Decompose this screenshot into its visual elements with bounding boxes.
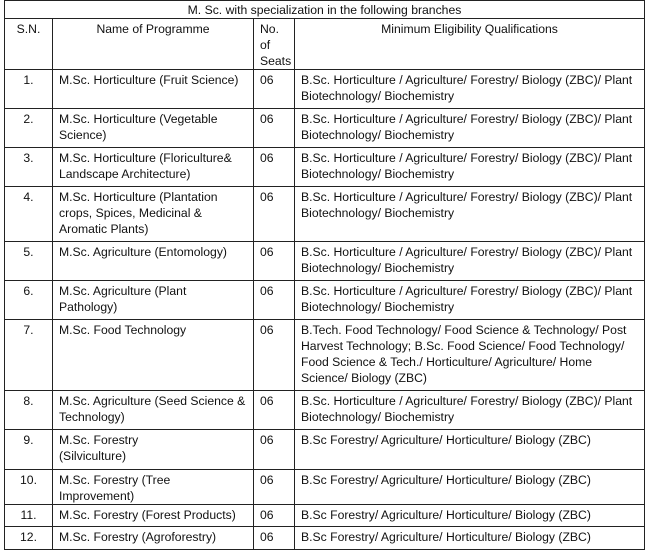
row-sn: 8. — [5, 391, 53, 430]
table-row — [5, 109, 645, 148]
table-row — [5, 505, 645, 527]
header-sn: S.N. — [5, 19, 53, 70]
table-header-row — [5, 19, 645, 70]
row-programme-name: M.Sc. Horticulture (Vegetable Science) — [53, 109, 254, 148]
row-seats: 06 — [254, 527, 295, 550]
row-eligibility: B.Sc. Horticulture / Agriculture/ Forestry/ Biology (ZBC)/ Plant Biotechnology/ Biochemistry — [295, 242, 645, 281]
header-seats — [254, 19, 295, 70]
row-sn: 5. — [5, 242, 53, 281]
row-programme-name: M.Sc. Forestry (Forest Products) — [53, 505, 254, 527]
row-seats: 06 — [254, 505, 295, 527]
row-seats: 06 — [254, 148, 295, 187]
table-title: M. Sc. with specialization in the following branches — [5, 1, 645, 19]
row-programme-name: M.Sc. Horticulture (Floriculture& Landscape Architecture) — [53, 148, 254, 187]
row-seats: 06 — [254, 320, 295, 391]
row-sn: 4. — [5, 187, 53, 242]
row-programme-name-line2: (Silviculture) — [59, 449, 127, 463]
row-sn: 2. — [5, 109, 53, 148]
row-seats: 06 — [254, 109, 295, 148]
row-eligibility: B.Sc Forestry/ Agriculture/ Horticulture/ Biology (ZBC) — [295, 470, 645, 505]
row-seats: 06 — [254, 430, 295, 470]
row-programme-name: M.Sc. Forestry (Tree Improvement) — [53, 470, 254, 505]
row-sn: 1. — [5, 70, 53, 109]
table-row — [5, 391, 645, 430]
table-row — [5, 320, 645, 391]
row-seats: 06 — [254, 470, 295, 505]
table-row — [5, 242, 645, 281]
row-sn: 7. — [5, 320, 53, 391]
row-programme-name: M.Sc. Horticulture (Plantation crops, Spices, Medicinal & Aromatic Plants) — [53, 187, 254, 242]
table-row — [5, 281, 645, 320]
row-seats: 06 — [254, 70, 295, 109]
header-seats-line2: Seats — [260, 54, 292, 68]
table-title-row — [5, 1, 645, 19]
row-sn: 9. — [5, 430, 53, 470]
row-sn: 3. — [5, 148, 53, 187]
row-seats: 06 — [254, 187, 295, 242]
table-row — [5, 470, 645, 505]
table-row — [5, 187, 645, 242]
row-seats: 06 — [254, 391, 295, 430]
row-programme-name: M.Sc. Agriculture (Seed Science & Technology) — [53, 391, 254, 430]
row-programme-name — [53, 430, 254, 470]
row-eligibility: B.Sc. Horticulture / Agriculture/ Forestry/ Biology (ZBC)/ Plant Biotechnology/ Biochemistry — [295, 187, 645, 242]
row-programme-name-line1: M.Sc. Forestry — [59, 433, 139, 447]
programme-table — [4, 0, 645, 550]
row-eligibility: B.Sc. Horticulture / Agriculture/ Forestry/ Biology (ZBC)/ Plant Biotechnology/ Biochemistry — [295, 281, 645, 320]
row-programme-name: M.Sc. Food Technology — [53, 320, 254, 391]
row-sn: 10. — [5, 470, 53, 505]
row-sn: 6. — [5, 281, 53, 320]
row-eligibility: B.Sc. Horticulture / Agriculture/ Forestry/ Biology (ZBC)/ Plant Biotechnology/ Biochemistry — [295, 70, 645, 109]
row-eligibility: B.Tech. Food Technology/ Food Science & Technology/ Post Harvest Technology; B.Sc. Food Science/ Food Technology/ Food Science & Tech./ Horticulture/ Agriculture/ Home Science/ Biology (ZBC) — [295, 320, 645, 391]
header-seats-line1: No. of — [260, 22, 279, 52]
row-eligibility: B.Sc. Horticulture / Agriculture/ Forestry/ Biology (ZBC)/ Plant Biotechnology/ Biochemistry — [295, 148, 645, 187]
row-programme-name: M.Sc. Agriculture (Plant Pathology) — [53, 281, 254, 320]
row-eligibility: B.Sc. Horticulture / Agriculture/ Forestry/ Biology (ZBC)/ Plant Biotechnology/ Biochemistry — [295, 391, 645, 430]
header-eligibility: Minimum Eligibility Qualifications — [295, 19, 645, 70]
row-eligibility: B.Sc Forestry/ Agriculture/ Horticulture/ Biology (ZBC) — [295, 430, 645, 470]
row-seats: 06 — [254, 242, 295, 281]
table-row — [5, 430, 645, 470]
row-eligibility: B.Sc. Horticulture / Agriculture/ Forestry/ Biology (ZBC)/ Plant Biotechnology/ Biochemistry — [295, 109, 645, 148]
row-eligibility: B.Sc Forestry/ Agriculture/ Horticulture/ Biology (ZBC) — [295, 527, 645, 550]
row-programme-name: M.Sc. Forestry (Agroforestry) — [53, 527, 254, 550]
row-programme-name: M.Sc. Horticulture (Fruit Science) — [53, 70, 254, 109]
row-seats: 06 — [254, 281, 295, 320]
table-row — [5, 70, 645, 109]
table-row — [5, 527, 645, 550]
row-sn: 11. — [5, 505, 53, 527]
header-programme-name: Name of Programme — [53, 19, 254, 70]
row-eligibility: B.Sc Forestry/ Agriculture/ Horticulture/ Biology (ZBC) — [295, 505, 645, 527]
row-programme-name: M.Sc. Agriculture (Entomology) — [53, 242, 254, 281]
table-row — [5, 148, 645, 187]
row-sn: 12. — [5, 527, 53, 550]
